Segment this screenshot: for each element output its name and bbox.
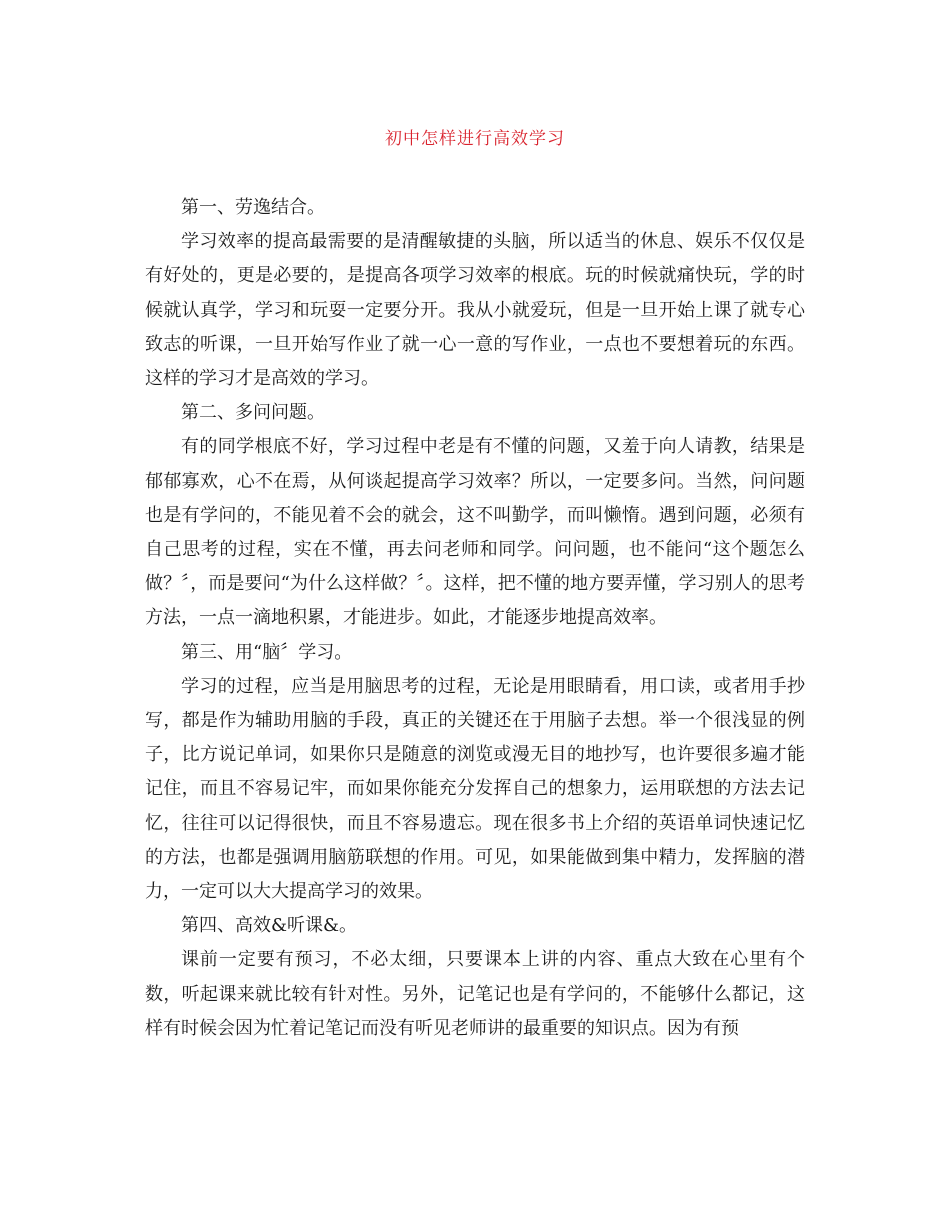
section-paragraph-2: 有的同学根底不好，学习过程中老是有不懂的问题，又羞于向人请教，结果是郁郁寡欢，心不在焉，从何谈起提高学习效率？所以，一定要多问。当然，问问题也是有学问的，不能见着不会的就会，这不叫勤学，而叫懒惰。遇到问题，必须有自己思考的过程，实在不懂，再去问老师和同学。问问题，也不能问“这个题怎么做？〞，而是要问“为什么这样做？〞。这样，把不懂的地方要弄懂，学习别人的思考方法，一点一滴地积累，才能进步。如此，才能逐步地提高效率。 — [145, 436, 805, 629]
section-paragraph-3: 学习的过程，应当是用脑思考的过程，无论是用眼睛看，用口读，或者用手抄写，都是作为辅助用脑的手段，真正的关键还在于用脑子去想。举一个很浅显的例子，比方说记单词，如果你只是随意的浏览或漫无目的地抄写，也许要很多遍才能记住，而且不容易记牢，而如果你能充分发挥自己的想象力，运用联想的方法去记忆，往往可以记得很快，而且不容易遗忘。现在很多书上介绍的英语单词快速记忆的方法，也都是强调用脑筋联想的作用。可见，如果能做到集中精力，发挥脑的潜力，一定可以大大提高学习的效果。 — [145, 675, 805, 903]
section-heading-1: 第一、劳逸结合。 — [181, 197, 325, 218]
document-title: 初中怎样进行高效学习 — [385, 129, 565, 149]
section-paragraph-1: 学习效率的提高最需要的是清醒敏捷的头脑，所以适当的休息、娱乐不仅仅是有好处的，更是必要的，是提高各项学习效率的根底。玩的时候就痛快玩，学的时候就认真学，学习和玩耍一定要分开。我从小就爱玩，但是一旦开始上课了就专心致志的听课，一旦开始写作业了就一心一意的写作业，一点也不要想着玩的东西。这样的学习才是高效的学习。 — [145, 231, 805, 390]
section-heading-3: 第三、用“脑〞学习。 — [181, 641, 353, 663]
section-paragraph-4: 课前一定要有预习，不必太细，只要课本上讲的内容、重点大致在心里有个数，听起课来就比较有针对性。另外，记笔记也是有学问的，不能够什么都记，这样有时候会因为忙着记笔记而没有听见老师讲的最重要的知识点。因为有预 — [145, 949, 805, 1039]
document-body — [145, 191, 805, 1046]
section-heading-2: 第二、多问问题。 — [181, 402, 325, 424]
section-heading-4: 第四、高效&听课&。 — [181, 915, 358, 937]
